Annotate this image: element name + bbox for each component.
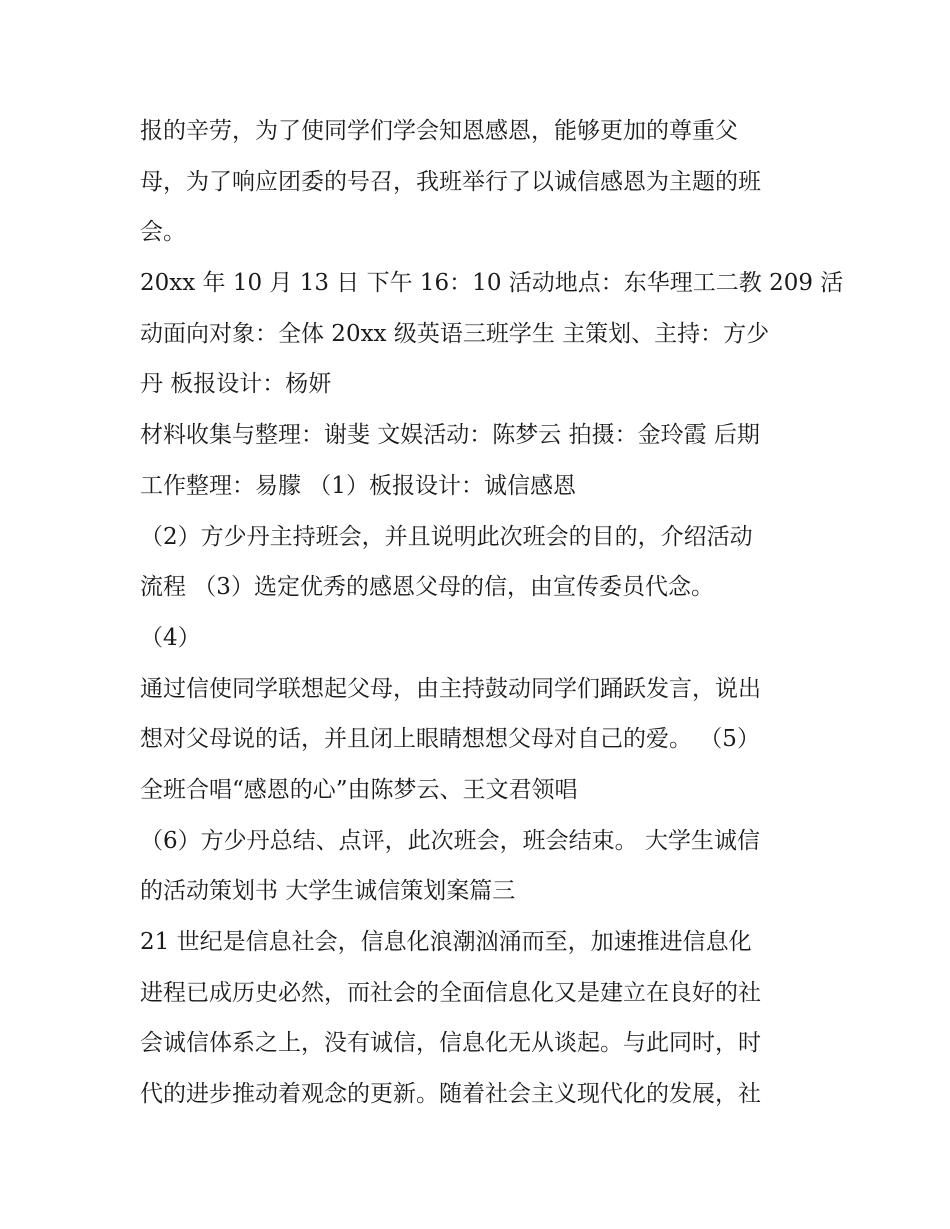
text-line: （4） — [140, 624, 201, 651]
text-line: 动面向对象：全体 20xx 级英语三班学生 主策划、主持：方少 — [140, 320, 770, 347]
text-line: 流程 （3）选定优秀的感恩父母的信，由宣传委员代念。 — [140, 574, 714, 601]
text-line: （6）方少丹总结、点评，此次班会，班会结束。 大学生诚信 — [140, 827, 760, 854]
text-line: 材料收集与整理：谢斐 文娱活动：陈梦云 拍摄：金玲霞 后期 — [140, 422, 760, 449]
text-line: 通过信使同学联想起父母，由主持鼓动同学们踊跃发言，说出 — [140, 675, 761, 702]
text-line: 丹 板报设计：杨妍 — [140, 371, 332, 398]
text-line: 进程已成历史必然，而社会的全面信息化又是建立在良好的社 — [140, 979, 761, 1006]
text-line: 代的进步推动着观念的更新。随着社会主义现代化的发展，社 — [140, 1081, 761, 1108]
text-line: （2）方少丹主持班会，并且说明此次班会的目的，介绍活动 — [140, 523, 753, 550]
document-body — [140, 106, 844, 1120]
text-line: 会。 — [140, 219, 186, 246]
text-line: 想对父母说的话，并且闭上眼睛想想父母对自己的爱。 （5） — [140, 726, 760, 753]
text-line: 21 世纪是信息社会，信息化浪潮汹涌而至，加速推进信息化 — [140, 929, 752, 955]
text-line: 全班合唱“感恩的心”由陈梦云、王文君领唱 — [140, 776, 578, 803]
text-line: 报的辛劳，为了使同学们学会知恩感恩，能够更加的尊重父 — [140, 118, 738, 144]
text-line: 工作整理：易朦 （1）板报设计：诚信感恩 — [140, 472, 576, 499]
text-line: 母，为了响应团委的号召，我班举行了以诚信感恩为主题的班 — [140, 168, 761, 195]
text-line: 会诚信体系之上，没有诚信，信息化无从谈起。与此同时，时 — [140, 1030, 761, 1057]
text-line: 20xx 年 10 月 13 日 下午 16：10 活动地点：东华理工二教 209 活 — [140, 270, 844, 297]
text-line: 的活动策划书 大学生诚信策划案篇三 — [140, 878, 516, 905]
